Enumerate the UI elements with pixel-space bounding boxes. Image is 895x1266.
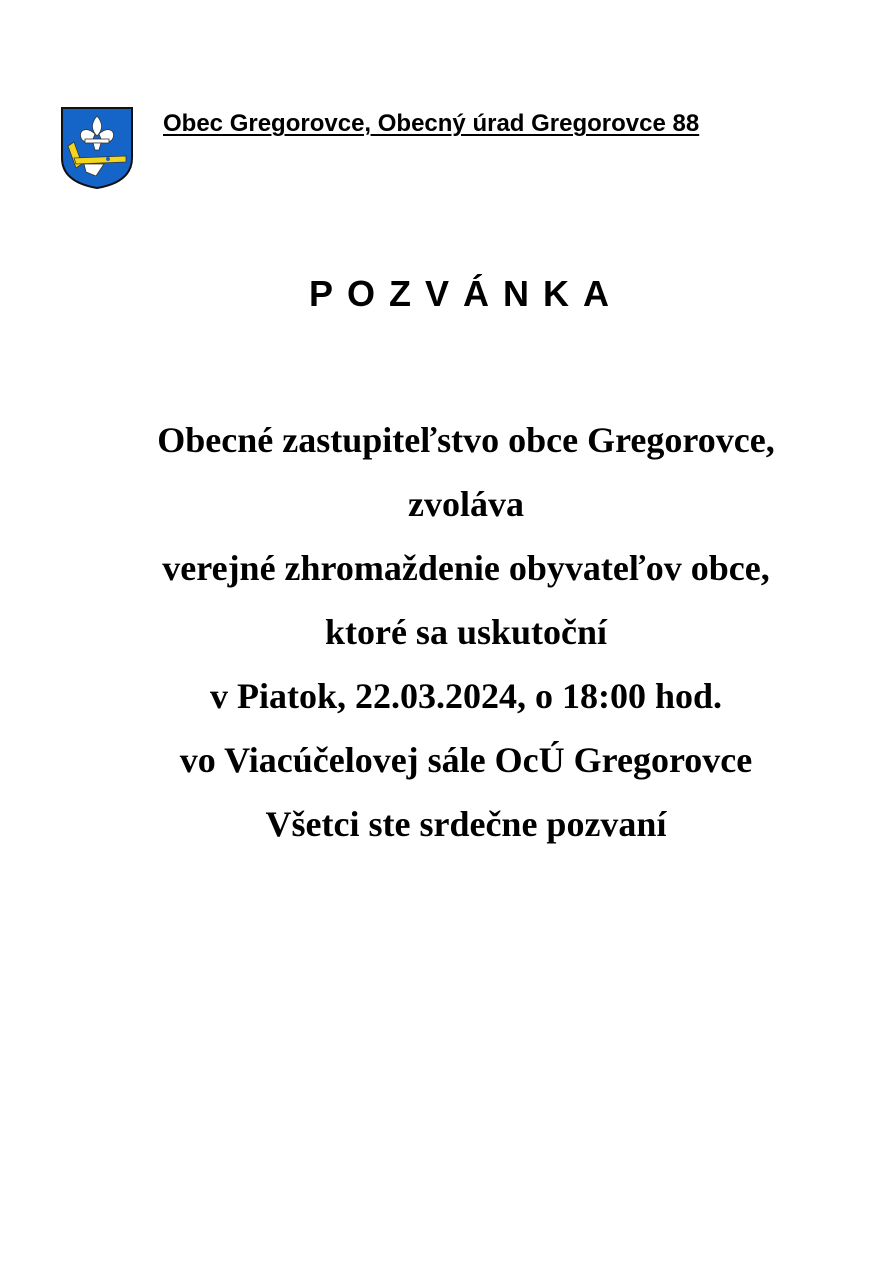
body-line-welcome: Všetci ste srdečne pozvaní xyxy=(265,804,667,844)
coat-of-arms-icon xyxy=(60,106,134,190)
body-line-takes-place: ktoré sa uskutoční xyxy=(324,612,608,652)
body-line-council: Obecné zastupiteľstvo obce Gregorovce, xyxy=(157,420,775,460)
body-line-date-time: v Piatok, 22.03.2024, o 18:00 hod. xyxy=(209,676,723,716)
invitation-body xyxy=(0,408,895,856)
body-line-assembly: verejné zhromaždenie obyvateľov obce, xyxy=(162,548,770,588)
document-title: POZVÁNKA xyxy=(308,273,623,314)
municipality-header: Obec Gregorovce, Obecný úrad Gregorovce 88 xyxy=(163,110,700,137)
body-line-convenes: zvoláva xyxy=(408,484,524,524)
body-line-venue: vo Viacúčelovej sále OcÚ Gregorovce xyxy=(179,740,753,780)
